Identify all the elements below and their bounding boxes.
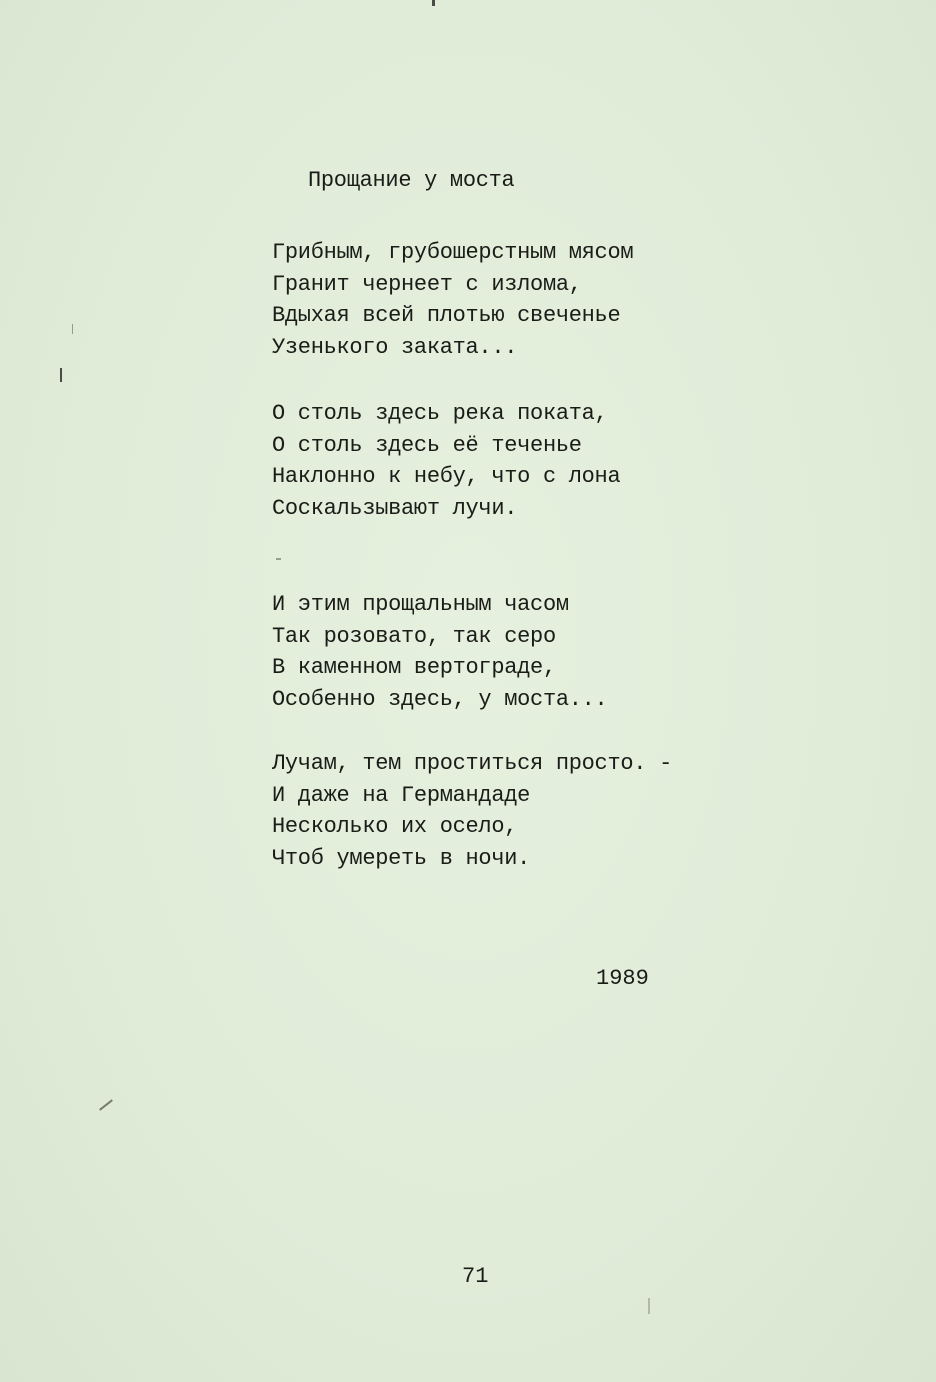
poem-line: И даже на Германдаде (272, 782, 531, 808)
poem-line: Вдыхая всей плотью свеченье (272, 303, 621, 328)
poem-line: Чтоб умереть в ночи. (272, 845, 531, 871)
ink-mark (60, 368, 62, 382)
show-through-text (180, 40, 700, 1120)
ink-mark (648, 1298, 650, 1314)
poem-line: О столь здесь река поката, (272, 401, 608, 426)
poem-line: И этим прощальным часом (272, 592, 569, 617)
poem-line: В каменном вертограде, (272, 655, 556, 680)
poem-line: Наклонно к небу, что с лона (272, 464, 621, 489)
poem-year: 1989 (596, 966, 649, 991)
poem-line: Соскальзывают лучи. (272, 495, 518, 521)
poem-line: Гранит чернеет с излома, (272, 271, 582, 297)
ink-mark (276, 558, 281, 560)
stanza-1 (272, 237, 633, 363)
ink-mark (72, 324, 73, 334)
poem-line: Так розовато, так серо (272, 623, 556, 649)
stanza-4 (272, 748, 672, 874)
ink-mark (432, 0, 435, 6)
poem-line: Узенького заката... (272, 334, 518, 360)
stanza-3 (272, 589, 607, 715)
poem-line: Несколько их осело, (272, 814, 518, 839)
page-number: 71 (462, 1264, 489, 1289)
stanza-2 (272, 398, 620, 524)
poem-line: Грибным, грубошерстным мясом (272, 240, 634, 265)
poem-title: Прощание у моста (308, 168, 515, 193)
poem-line: Лучам, тем проститься просто. - (272, 751, 672, 776)
poem-line: Особенно здесь, у моста... (272, 686, 608, 712)
poem-line: О столь здесь её теченье (272, 432, 582, 458)
